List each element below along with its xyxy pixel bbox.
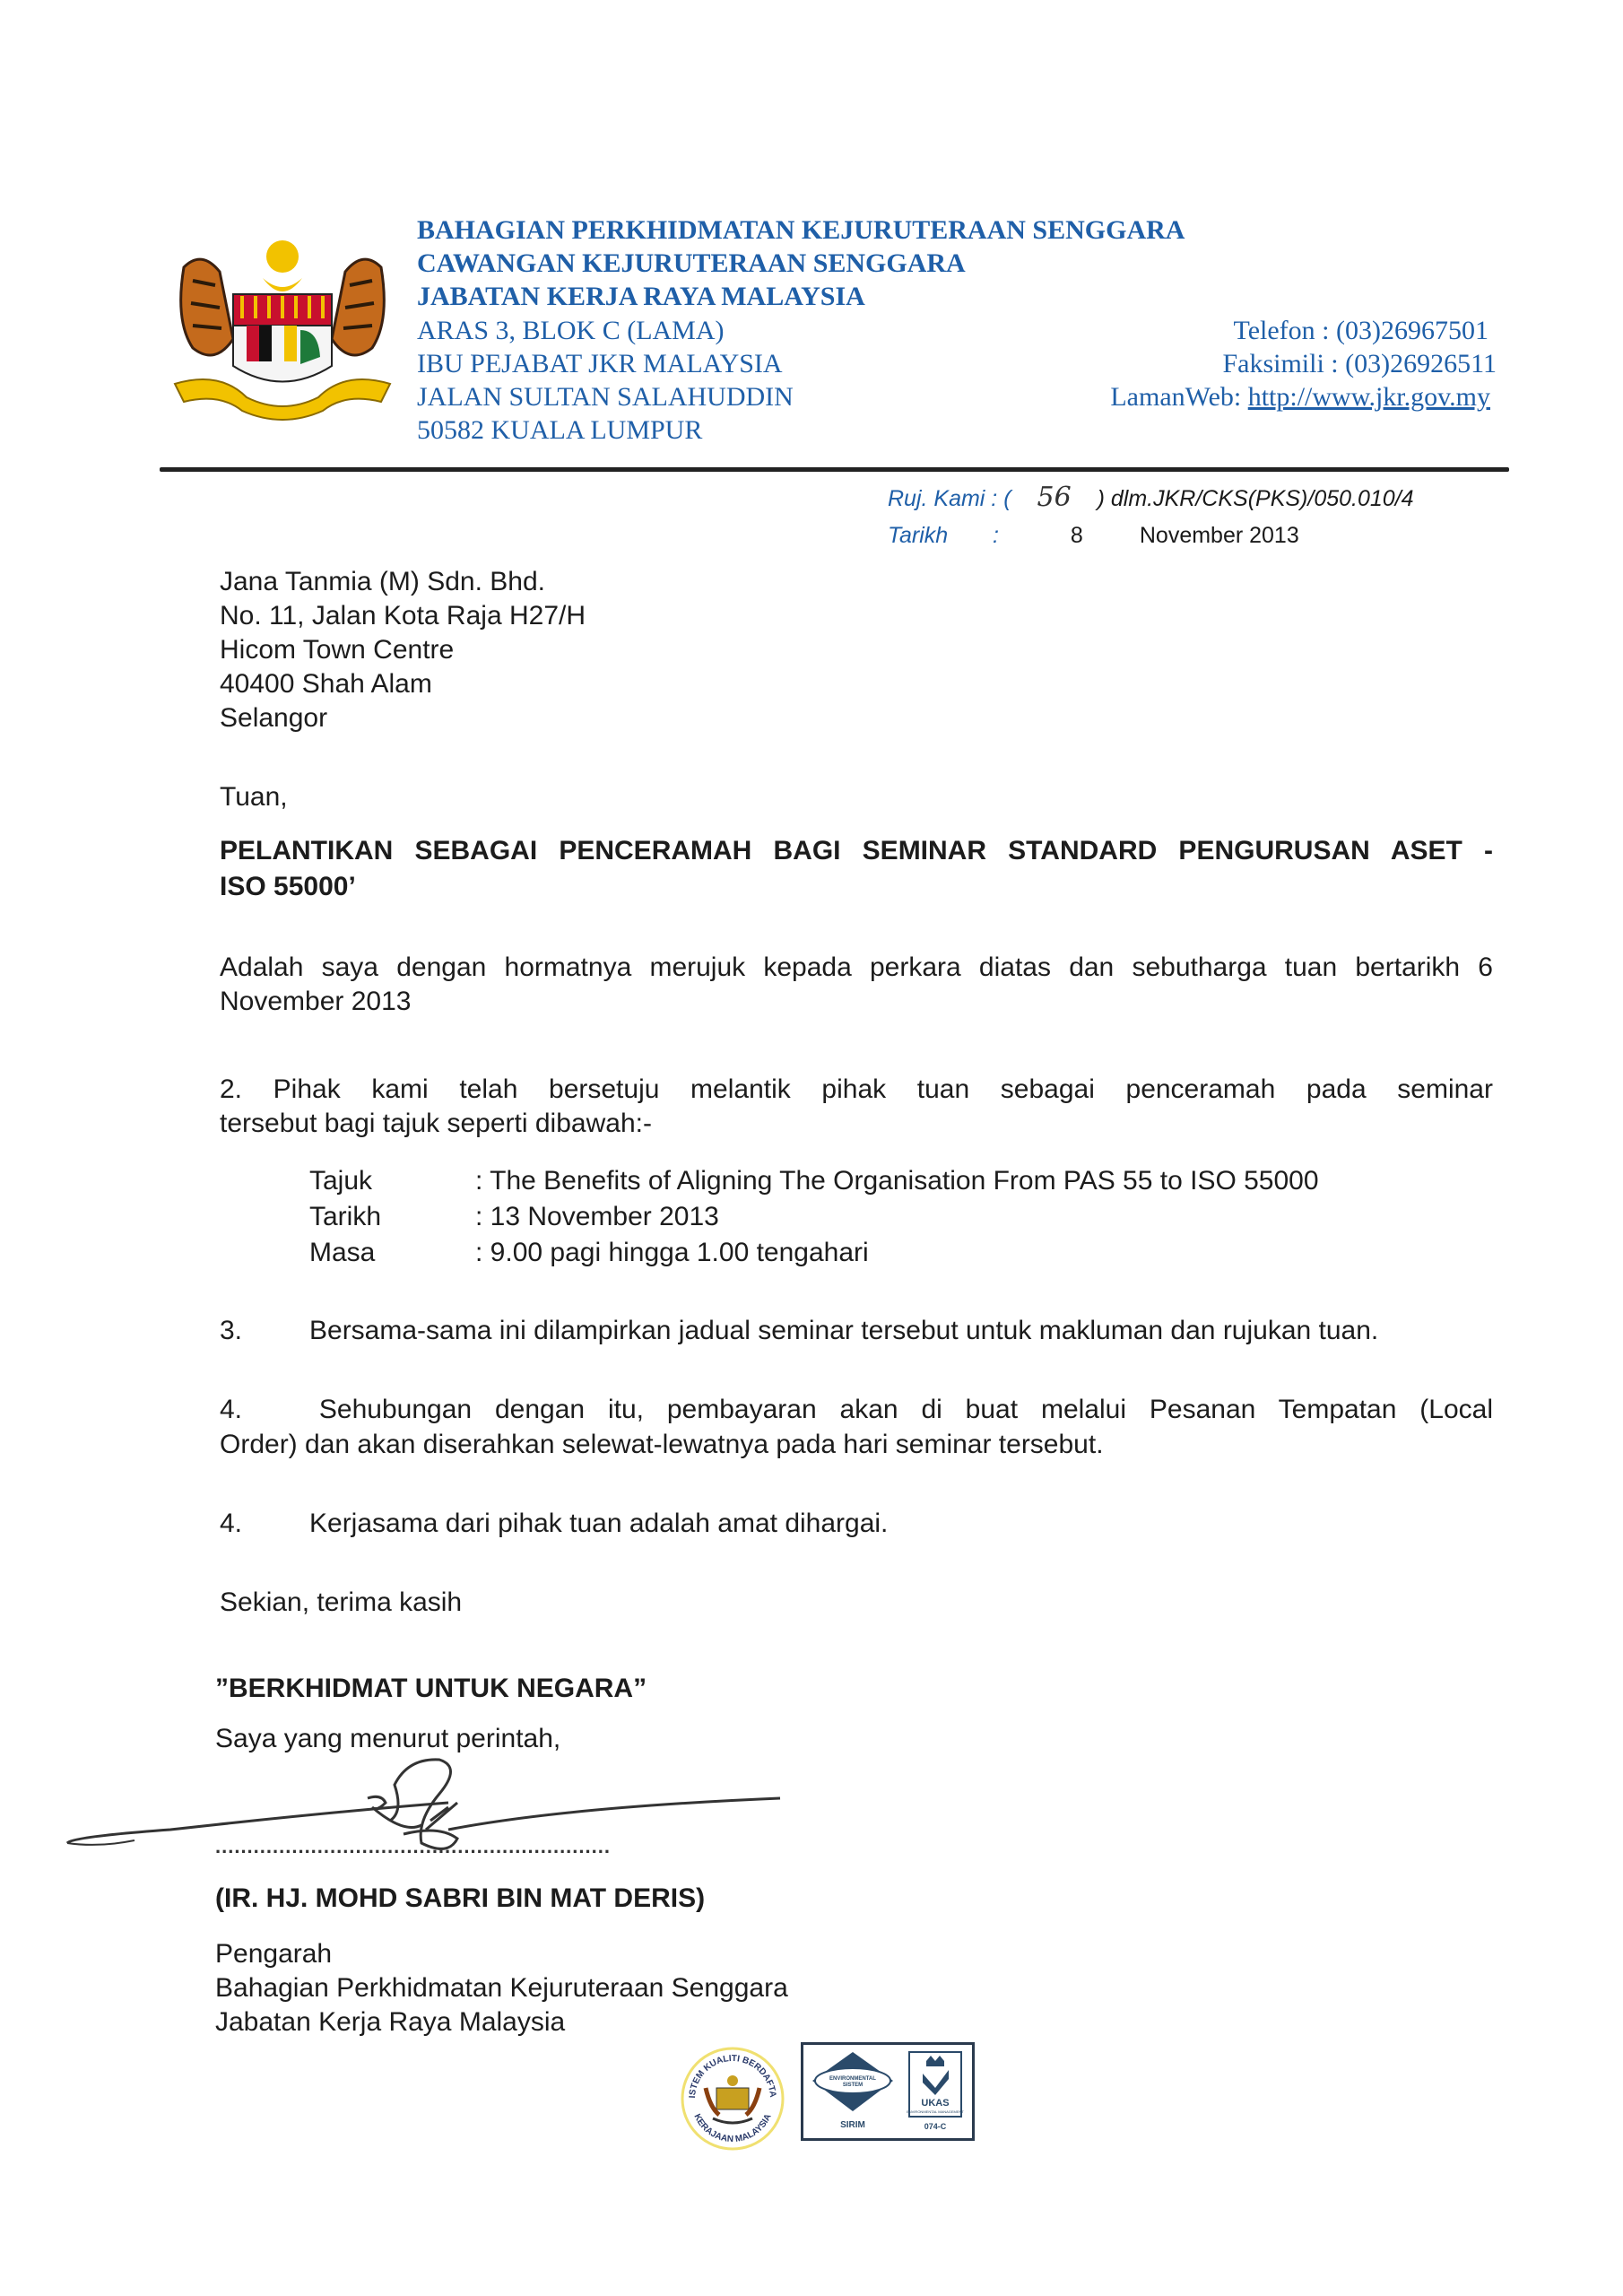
date-day: 8 [1070,523,1083,548]
p2-number: 2. [220,1074,243,1104]
paragraph-4: 4. Sehubungan dengan itu, pembayaran akan di buat melalui Pesanan Tempatan (Local [220,1395,1493,1424]
intro-line-2: November 2013 [220,987,412,1016]
ruj-label: Ruj. Kami : ( [888,486,1011,511]
detail-value-tarikh: : 13 November 2013 [475,1202,719,1231]
detail-label-tarikh: Tarikh [309,1202,382,1231]
p2-line-1: 2. Pihak kami telah bersetuju melantik pihak tuan sebagai penceramah pada seminar [220,1074,1493,1104]
recipient-line: Hicom Town Centre [220,635,455,665]
yours-faithfully: Saya yang menurut perintah, [215,1724,561,1753]
coat-of-arms-icon [166,231,399,424]
quality-system-seal-icon [679,2045,786,2152]
org-name-line: BAHAGIAN PERKHIDMATAN KEJURUTERAAN SENGGARA [417,215,1185,245]
paragraph-5: 4. Kerjasama dari pihak tuan adalah amat dihargai. [220,1507,888,1541]
website-link[interactable]: http://www.jkr.gov.my [1247,382,1490,412]
org-name-line: CAWANGAN KEJURUTERAAN SENGGARA [417,248,966,278]
signature-dotted-line: .............................................................. [215,1835,611,1857]
address-line: 50582 KUALA LUMPUR [417,415,703,445]
signatory-title: Pengarah [215,1939,333,1969]
subject-line-1: PELANTIKAN SEBAGAI PENCERAMAH BAGI SEMINAR STANDARD PENGURUSAN ASET - [220,836,1493,865]
web-line [1110,380,1490,413]
detail-value-tajuk: : The Benefits of Aligning The Organisation From PAS 55 to ISO 55000 [475,1166,1319,1196]
ruj-suffix: ) dlm.JKR/CKS(PKS)/050.010/4 [1097,486,1414,511]
ukas-label: UKAS [921,2098,950,2109]
phone-number: (03)26967501 [1336,316,1488,345]
fax-line [1222,347,1497,380]
date-label: Tarikh [888,523,949,548]
recipient-line: No. 11, Jalan Kota Raja H27/H [220,601,586,631]
intro-paragraph [220,951,1493,985]
ukas-sub: ENVIRONMENTAL MANAGEMENT [907,2109,964,2114]
web-label: LamanWeb: [1110,382,1248,412]
signatory-division: Bahagian Perkhidmatan Kejuruteraan Senggara [215,1973,788,2003]
paragraph-2 [220,1073,1493,1107]
certification-logos [801,2042,975,2141]
address-line: ARAS 3, BLOK C (LAMA) [417,316,725,345]
seal-text-top: ISTEM KUALITI BERDAFTA [687,2053,778,2099]
subject-line [220,834,1493,868]
salutation: Tuan, [220,782,288,812]
recipient-line: Jana Tanmia (M) Sdn. Bhd. [220,567,545,596]
fax-number: (03)26926511 [1345,349,1497,378]
ukas-code: 074-C [924,2122,947,2131]
org-name-line: JABATAN KERJA RAYA MALAYSIA [417,282,865,311]
p2-line-2: tersebut bagi tajuk seperti dibawah:- [220,1109,652,1138]
date-colon: : [992,523,999,548]
recipient-line: 40400 Shah Alam [220,669,432,699]
p3-number: 3. [220,1316,243,1345]
closing: Sekian, terima kasih [220,1587,463,1617]
detail-label-masa: Masa [309,1238,376,1267]
svg-text:ENVIRONMENTAL: ENVIRONMENTAL [829,2076,876,2082]
phone-line [1233,314,1488,347]
motto: ”BERKHIDMAT UNTUK NEGARA” [215,1674,647,1703]
svg-text:SISTEM: SISTEM [842,2083,864,2088]
detail-label-tajuk: Tajuk [309,1166,373,1196]
p4-number: 4. [220,1395,243,1424]
fax-label: Faksimili : [1222,349,1346,378]
subject-line-2: ISO 55000’ [220,872,356,901]
recipient-line: Selangor [220,703,328,733]
p4-line-2: Order) dan akan diserahkan selewat-lewatnya pada hari seminar tersebut. [220,1430,1104,1459]
handwritten-ref: 56 [1037,482,1072,513]
letter-date [888,522,1299,549]
letterhead-divider [160,467,1509,472]
paragraph-3: 3. Bersama-sama ini dilampirkan jadual seminar tersebut untuk makluman dan rujukan tuan. [220,1314,1378,1348]
address-line: JALAN SULTAN SALAHUDDIN [417,382,794,412]
intro-line-1: Adalah saya dengan hormatnya merujuk kepada perkara diatas dan sebutharga tuan bertarikh 6 [220,952,1493,982]
date-month-year: November 2013 [1139,523,1299,548]
reference-number [888,484,1414,512]
phone-label: Telefon : [1233,316,1337,345]
signatory-department: Jabatan Kerja Raya Malaysia [215,2007,566,2037]
detail-value-masa: : 9.00 pagi hingga 1.00 tengahari [475,1238,869,1267]
p5-number: 4. [220,1509,243,1538]
address-line: IBU PEJABAT JKR MALAYSIA [417,349,783,378]
signatory-name: (IR. HJ. MOHD SABRI BIN MAT DERIS) [215,1883,706,1913]
sirim-label: SIRIM [840,2120,865,2130]
seal-text-bottom: KERAJAAN MALAYSIA [691,2112,774,2145]
